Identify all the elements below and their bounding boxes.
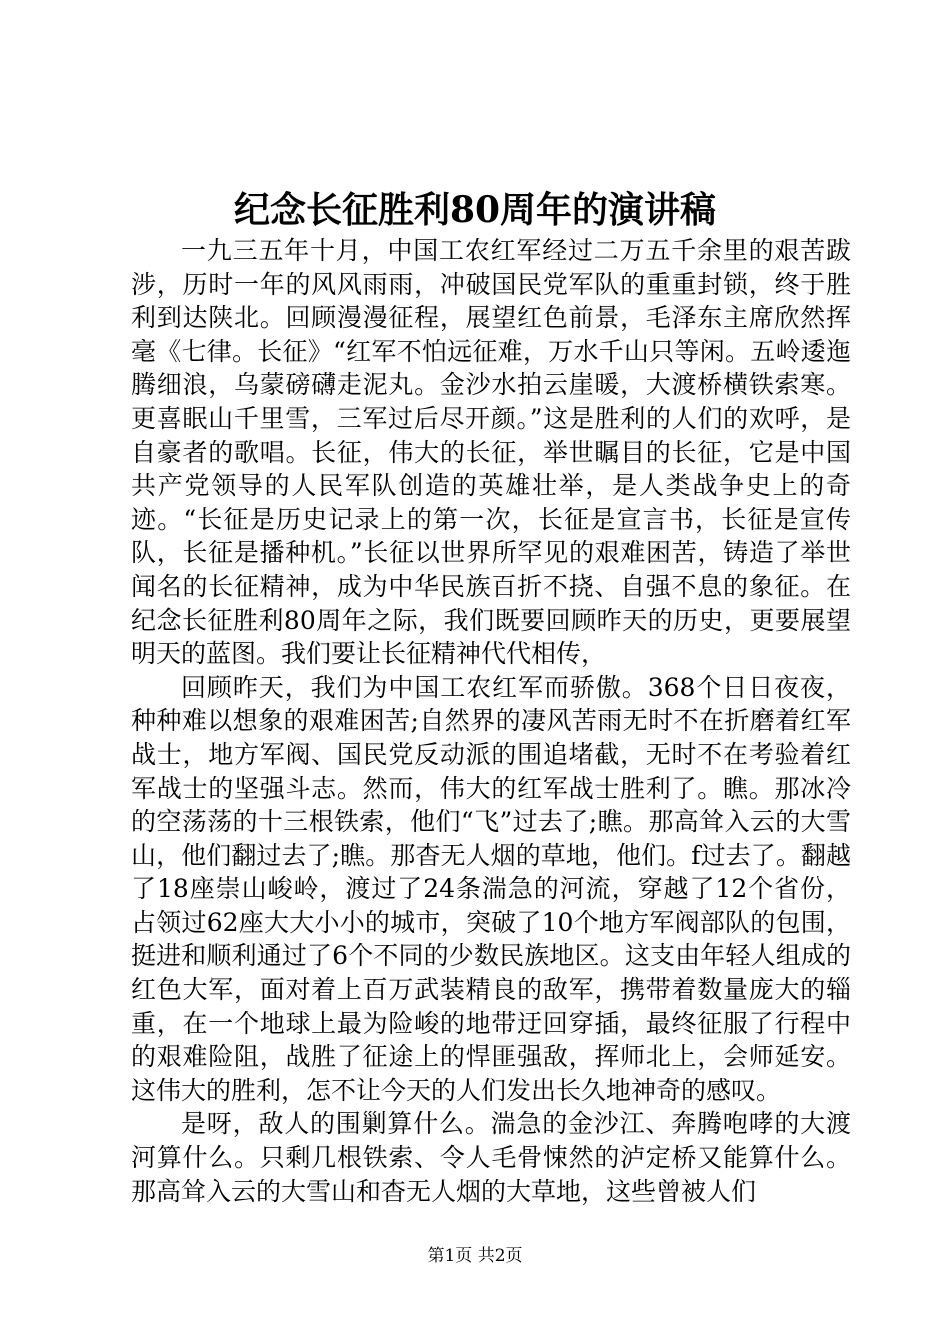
paragraph-2: 回顾昨天，我们为中国工农红军而骄傲。368个日日夜夜，种种难以想象的艰难困苦;自然界的凄风苦雨无时不在折磨着红军战士，地方军阀、国民党反动派的围追堵截，无时不在考验着红军战士的坚强斗志。然而，伟大的红军战士胜利了。瞧。那冰冷的空荡荡的十三根铁索，他们“飞”过去了;瞧。那高耸入云的大雪山，他们翻过去了;瞧。那杳无人烟的草地，他们。f过去了。翻越了18座崇山峻岭，渡过了24条湍急的河流，穿越了12个省份，占领过62座大大小小的城市，突破了10个地方军阀部队的包围，挺进和顺利通过了6个不同的少数民族地区。这支由年轻人组成的红色大军，面对着上百万武装精良的敌军，携带着数量庞大的辎重，在一个地球上最为险峻的地带迂回穿插，最终征服了行程中的艰难险阻，战胜了征途上的悍匪强敌，挥师北上，会师延安。这伟大的胜利，怎不让今天的人们发出长久地神奇的感叹。 xyxy=(131,672,851,1105)
paragraph-3: 是呀，敌人的围剿算什么。湍急的金沙江、奔腾咆哮的大渡河算什么。只剩几根铁索、令人毛骨悚然的泸定桥又能算什么。那高耸入云的大雪山和杳无人烟的大草地，这些曾被人们 xyxy=(131,1109,851,1206)
document-body xyxy=(131,234,851,1208)
page-footer: 第1页 共2页 xyxy=(427,1246,523,1266)
paragraph-1: 一九三五年十月，中国工农红军经过二万五千余里的艰苦跋涉，历时一年的风风雨雨，冲破国民党军队的重重封锁，终于胜利到达陕北。回顾漫漫征程，展望红色前景，毛泽东主席欣然挥毫《七律。长征》“红军不怕远征难，万水千山只等闲。五岭逶迤腾细浪，乌蒙磅礴走泥丸。金沙水拍云崖暖，大渡桥横铁索寒。更喜眠山千里雪，三军过后尽开颜。”这是胜利的人们的欢呼，是自豪者的歌唱。长征，伟大的长征，举世瞩目的长征，它是中国共产党领导的人民军队创造的英雄壮举，是人类战争史上的奇迹。“长征是历史记录上的第一次，长征是宣言书，长征是宣传队，长征是播种机。”长征以世界所罕见的艰难困苦，铸造了举世闻名的长征精神，成为中华民族百折不挠、自强不息的象征。在纪念长征胜利80周年之际，我们既要回顾昨天的历史，更要展望明天的蓝图。我们要让长征精神代代相传， xyxy=(131,236,851,669)
page-title: 纪念长征胜利80周年的演讲稿 xyxy=(233,189,717,231)
